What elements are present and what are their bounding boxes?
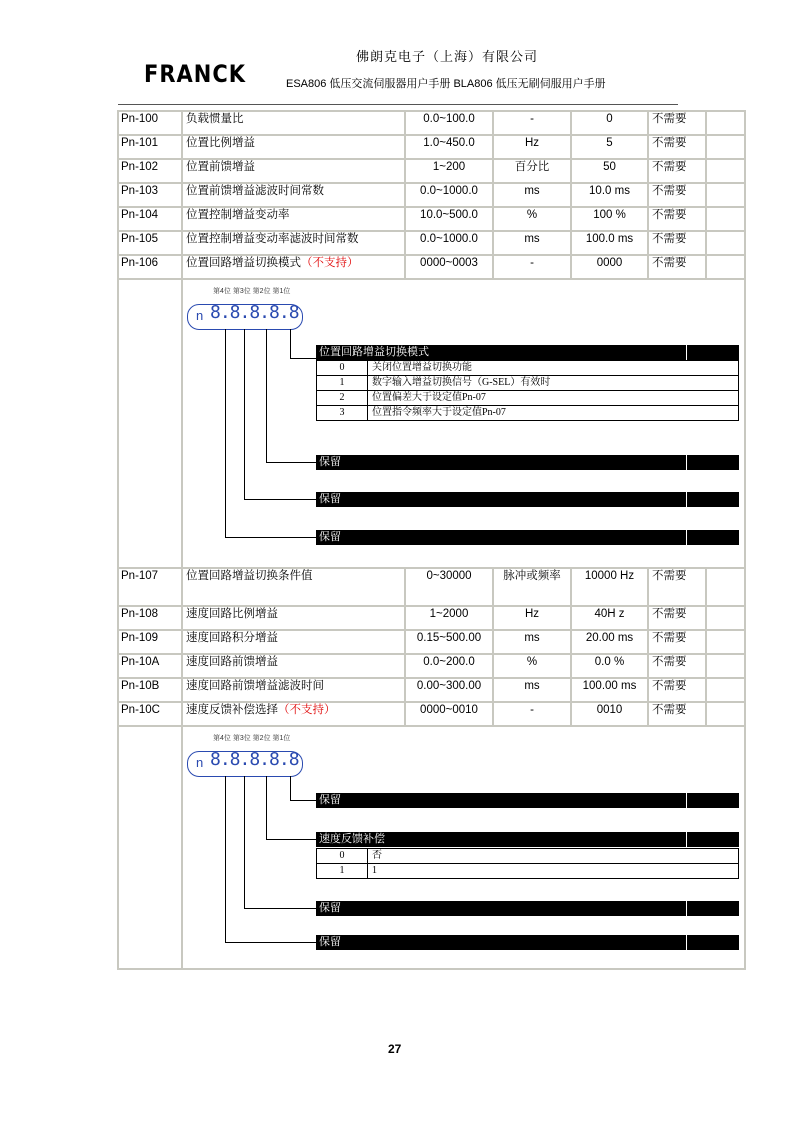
param-name: [182, 255, 405, 279]
option-row: [317, 391, 739, 406]
bar-label: 位置回路增益切换模式: [319, 346, 429, 358]
param-range-text: 1~2000: [429, 608, 469, 620]
param-unit-text: -: [530, 257, 534, 269]
param-code: [118, 654, 182, 678]
param-range-text: 0000~0010: [420, 704, 478, 716]
param-restart: [648, 568, 706, 606]
param-blank: [706, 606, 745, 630]
param-unit: [493, 630, 571, 654]
param-restart-text: 不需要: [652, 680, 687, 692]
param-range-text: 0.0~100.0: [423, 113, 475, 125]
param-restart: [648, 255, 706, 279]
connector-line: [244, 776, 245, 908]
param-default: [571, 159, 648, 183]
param-unit-text: 脉冲或频率: [503, 570, 561, 582]
option-text: 1: [368, 864, 739, 879]
bar-label: 保留: [319, 493, 341, 505]
param-restart: [648, 207, 706, 231]
table-row: [118, 255, 745, 279]
connector-line: [266, 462, 316, 463]
param-unit: [493, 255, 571, 279]
param-restart: [648, 111, 706, 135]
connector-line: [244, 499, 316, 500]
param-range-text: 0~30000: [426, 570, 472, 582]
param-range: [405, 231, 493, 255]
param-restart: [648, 702, 706, 726]
bit-diagram-pn10c: [183, 727, 744, 968]
param-blank: [706, 135, 745, 159]
param-name: [182, 678, 405, 702]
bar-label: 保留: [319, 456, 341, 468]
param-default: [571, 183, 648, 207]
connector-line: [266, 839, 316, 840]
param-restart: [648, 183, 706, 207]
param-unit: [493, 111, 571, 135]
param-code: [118, 568, 182, 606]
field-bar-reserved: [316, 492, 739, 507]
param-default: [571, 678, 648, 702]
company-logo: FRANCK: [144, 60, 247, 88]
table-row: [118, 630, 745, 654]
table-row: [118, 111, 745, 135]
display-prefix: n: [196, 308, 204, 323]
param-name-text: 速度回路前馈增益滤波时间: [186, 680, 324, 692]
param-range-text: 1~200: [432, 161, 466, 173]
param-name: [182, 183, 405, 207]
option-row: [317, 849, 739, 864]
param-restart: [648, 630, 706, 654]
param-code-text: Pn-103: [121, 185, 159, 197]
param-range: [405, 630, 493, 654]
param-range: [405, 702, 493, 726]
param-code-text: Pn-106: [121, 257, 159, 269]
param-restart: [648, 678, 706, 702]
param-name-text: 位置前馈增益滤波时间常数: [186, 185, 324, 197]
param-blank: [706, 654, 745, 678]
param-blank: [706, 255, 745, 279]
option-text: 位置指令频率大于设定值Pn-07: [368, 406, 739, 421]
param-range: [405, 255, 493, 279]
param-blank: [706, 630, 745, 654]
param-default: [571, 255, 648, 279]
param-unit: [493, 568, 571, 606]
display-digits: 8.8.8.8.8: [210, 749, 299, 770]
diagram-row-pn106: [118, 279, 745, 568]
table-row: [118, 678, 745, 702]
option-text: 否: [368, 849, 739, 864]
table-row: [118, 135, 745, 159]
param-restart-text: 不需要: [652, 113, 687, 125]
diagram-row-pn10c: [118, 726, 745, 969]
param-range: [405, 568, 493, 606]
param-unit: [493, 135, 571, 159]
param-code-text: Pn-100: [121, 113, 159, 125]
param-name: [182, 630, 405, 654]
param-code-text: Pn-10B: [121, 680, 160, 692]
param-default-text: 100.0 ms: [585, 233, 634, 245]
param-restart-text: 不需要: [652, 209, 687, 221]
param-range: [405, 111, 493, 135]
param-default-text: 40H z: [594, 608, 625, 620]
page-number: 27: [388, 1042, 402, 1056]
param-restart-text: 不需要: [652, 161, 687, 173]
param-default-text: 0000: [596, 257, 623, 269]
connector-line: [225, 942, 316, 943]
table-row: [118, 183, 745, 207]
param-blank: [706, 159, 745, 183]
param-restart-text: 不需要: [652, 632, 687, 644]
param-name-text: 位置前馈增益: [186, 161, 255, 173]
param-restart: [648, 159, 706, 183]
param-code: [118, 207, 182, 231]
bit-diagram-pn106: [183, 280, 744, 567]
param-default: [571, 654, 648, 678]
param-unit-text: ms: [524, 680, 540, 692]
param-range: [405, 183, 493, 207]
field-bar-reserved: [316, 455, 739, 470]
connector-line: [225, 537, 316, 538]
connector-line: [290, 358, 316, 359]
param-unit: [493, 231, 571, 255]
param-name-text: 位置比例增益: [186, 137, 255, 149]
param-code-text: Pn-10A: [121, 656, 160, 668]
option-table: [316, 848, 739, 879]
param-unit-text: ms: [524, 632, 540, 644]
seven-segment-display: [187, 751, 303, 777]
param-name: [182, 135, 405, 159]
param-code: [118, 183, 182, 207]
param-name-text: 位置控制增益变动率滤波时间常数: [186, 233, 359, 245]
param-restart-text: 不需要: [652, 656, 687, 668]
param-restart: [648, 606, 706, 630]
param-restart: [648, 135, 706, 159]
connector-line: [244, 908, 316, 909]
field-bar-speed-feedback-comp: [316, 832, 739, 847]
connector-line: [244, 329, 245, 499]
param-range-text: 0.0~200.0: [423, 656, 475, 668]
param-default-text: 100.00 ms: [582, 680, 637, 692]
parameter-table: [117, 110, 746, 970]
param-default: [571, 568, 648, 606]
param-blank: [706, 183, 745, 207]
table-row: [118, 568, 745, 606]
connector-line: [225, 329, 226, 537]
param-default-text: 100 %: [593, 209, 626, 221]
param-blank: [706, 207, 745, 231]
table-row: [118, 231, 745, 255]
param-code-text: Pn-101: [121, 137, 159, 149]
param-default-text: 0010: [596, 704, 623, 716]
param-unit-text: Hz: [524, 137, 540, 149]
param-unit-text: -: [530, 113, 534, 125]
option-key: 0: [317, 849, 368, 864]
param-unit: [493, 159, 571, 183]
param-name-text: 负载惯量比: [186, 113, 244, 125]
param-restart: [648, 654, 706, 678]
param-name-text: 位置回路增益切换模式: [186, 257, 301, 269]
param-default: [571, 135, 648, 159]
param-code-text: Pn-108: [121, 608, 159, 620]
option-key: 1: [317, 376, 368, 391]
param-range-text: 10.0~500.0: [420, 209, 478, 221]
param-code: [118, 702, 182, 726]
param-code-text: Pn-104: [121, 209, 159, 221]
display-prefix: n: [196, 755, 204, 770]
bar-label: 保留: [319, 902, 341, 914]
param-unit-text: -: [530, 704, 534, 716]
param-range: [405, 207, 493, 231]
param-blank: [706, 568, 745, 606]
option-text: 数字输入增益切换信号（G-SEL）有效时: [368, 376, 739, 391]
manual-subtitle: ESA806 低压交流伺服器用户手册 BLA806 低压无刷伺服用户手册: [286, 78, 606, 90]
table-row: [118, 702, 745, 726]
table-row: [118, 654, 745, 678]
param-unit-text: %: [526, 656, 538, 668]
param-unit-text: 百分比: [514, 161, 550, 173]
param-unit: [493, 606, 571, 630]
param-range: [405, 654, 493, 678]
param-range: [405, 678, 493, 702]
param-name: [182, 654, 405, 678]
connector-line: [290, 329, 291, 358]
param-code-text: Pn-102: [121, 161, 159, 173]
param-range-text: 1.0~450.0: [423, 137, 475, 149]
param-restart-text: 不需要: [652, 257, 687, 269]
param-name-text: 速度回路比例增益: [186, 608, 278, 620]
param-range-text: 0.00~300.00: [416, 680, 482, 692]
option-key: 2: [317, 391, 368, 406]
option-text: 位置偏差大于设定值Pn-07: [368, 391, 739, 406]
connector-line: [266, 776, 267, 839]
option-row: [317, 361, 739, 376]
param-name-text: 速度回路积分增益: [186, 632, 278, 644]
param-default-text: 50: [603, 161, 616, 173]
option-table: [316, 360, 739, 421]
param-blank: [706, 702, 745, 726]
param-unit: [493, 654, 571, 678]
option-row: [317, 406, 739, 421]
field-bar-reserved: [316, 793, 739, 808]
param-default-text: 10000 Hz: [584, 570, 635, 582]
bar-label: 保留: [319, 794, 341, 806]
param-restart-text: 不需要: [652, 233, 687, 245]
table-row: [118, 207, 745, 231]
param-restart-text: 不需要: [652, 608, 687, 620]
param-code: [118, 111, 182, 135]
param-unit: [493, 678, 571, 702]
param-default: [571, 702, 648, 726]
param-restart: [648, 231, 706, 255]
param-code: [118, 135, 182, 159]
param-blank: [706, 111, 745, 135]
connector-line: [290, 800, 316, 801]
param-range-text: 0000~0003: [420, 257, 478, 269]
digit-position-caption: 第4位 第3位 第2位 第1位: [213, 735, 291, 742]
param-restart-text: 不需要: [652, 185, 687, 197]
connector-line: [290, 776, 291, 800]
param-default-text: 5: [606, 137, 613, 149]
param-unit-text: Hz: [524, 608, 540, 620]
param-code-text: Pn-10C: [121, 704, 160, 716]
option-row: [317, 864, 739, 879]
option-key: 3: [317, 406, 368, 421]
param-unit: [493, 702, 571, 726]
param-name-text: 位置回路增益切换条件值: [186, 570, 313, 582]
param-code: [118, 630, 182, 654]
param-blank: [706, 231, 745, 255]
header-divider: [118, 104, 678, 105]
param-name: [182, 231, 405, 255]
param-name: [182, 207, 405, 231]
connector-line: [225, 776, 226, 942]
param-name: [182, 606, 405, 630]
param-range-text: 0.0~1000.0: [420, 185, 478, 197]
seven-segment-display: [187, 304, 303, 330]
param-code: [118, 159, 182, 183]
option-key: 1: [317, 864, 368, 879]
option-key: 0: [317, 361, 368, 376]
param-name-text: 位置控制增益变动率: [186, 209, 290, 221]
param-name: [182, 159, 405, 183]
param-range: [405, 135, 493, 159]
param-name: [182, 568, 405, 606]
param-unit-text: ms: [524, 233, 540, 245]
table-row: [118, 159, 745, 183]
param-code-text: Pn-105: [121, 233, 159, 245]
param-code: [118, 606, 182, 630]
param-unit-text: %: [526, 209, 538, 221]
param-unit-text: ms: [524, 185, 540, 197]
param-name: [182, 702, 405, 726]
option-text: 关闭位置增益切换功能: [368, 361, 739, 376]
param-default-text: 10.0 ms: [589, 185, 630, 197]
digit-position-caption: 第4位 第3位 第2位 第1位: [213, 288, 291, 295]
param-default: [571, 630, 648, 654]
param-range: [405, 606, 493, 630]
param-range: [405, 159, 493, 183]
param-unit: [493, 207, 571, 231]
param-restart-text: 不需要: [652, 570, 687, 582]
param-code-text: Pn-109: [121, 632, 159, 644]
bar-label: 速度反馈补偿: [319, 833, 385, 845]
param-blank: [706, 678, 745, 702]
param-name-text: 速度回路前馈增益: [186, 656, 278, 668]
param-name-text: 速度反馈补偿选择: [186, 704, 278, 716]
table-row: [118, 606, 745, 630]
param-code: [118, 255, 182, 279]
field-bar-gain-switch-mode: [316, 345, 739, 360]
param-default: [571, 207, 648, 231]
param-default-text: 0: [606, 113, 613, 125]
connector-line: [266, 329, 267, 462]
unsupported-note: （不支持）: [301, 257, 359, 269]
unsupported-note: （不支持）: [278, 704, 336, 716]
param-code: [118, 231, 182, 255]
bar-label: 保留: [319, 936, 341, 948]
param-default: [571, 606, 648, 630]
option-row: [317, 376, 739, 391]
param-range-text: 0.0~1000.0: [420, 233, 478, 245]
param-name: [182, 111, 405, 135]
field-bar-reserved: [316, 901, 739, 916]
param-default: [571, 231, 648, 255]
company-name: 佛朗克电子（上海）有限公司: [356, 49, 539, 64]
param-restart-text: 不需要: [652, 704, 687, 716]
param-restart-text: 不需要: [652, 137, 687, 149]
param-code-text: Pn-107: [121, 570, 159, 582]
param-unit: [493, 183, 571, 207]
param-code: [118, 678, 182, 702]
field-bar-reserved: [316, 530, 739, 545]
bar-label: 保留: [319, 531, 341, 543]
param-range-text: 0.15~500.00: [416, 632, 482, 644]
display-digits: 8.8.8.8.8: [210, 302, 299, 323]
field-bar-reserved: [316, 935, 739, 950]
param-default-text: 0.0 %: [594, 656, 625, 668]
param-default-text: 20.00 ms: [585, 632, 634, 644]
param-default: [571, 111, 648, 135]
